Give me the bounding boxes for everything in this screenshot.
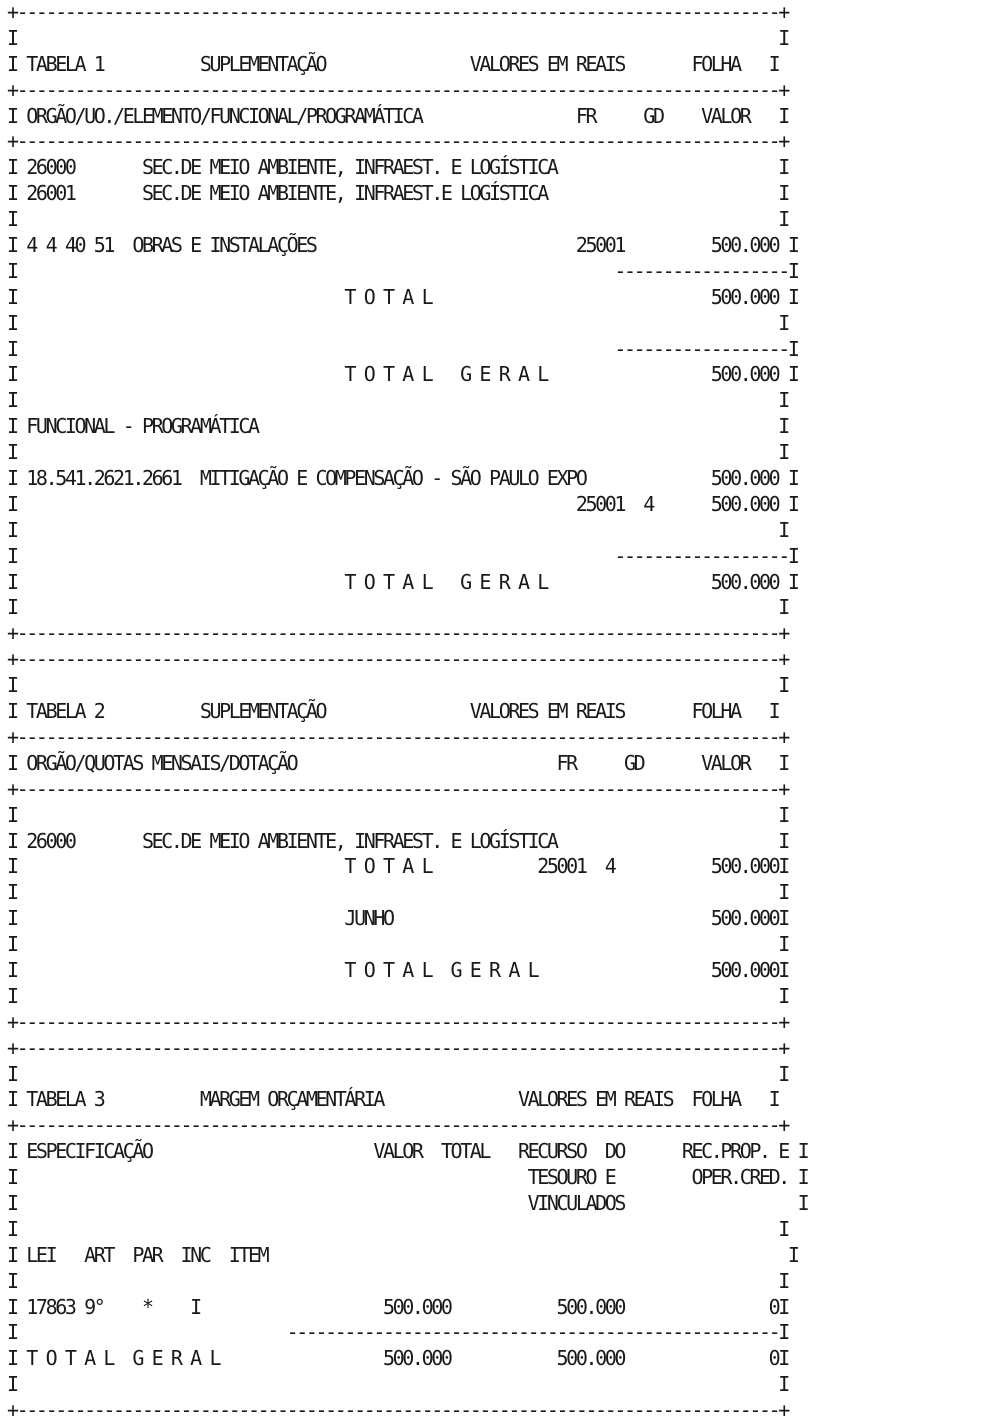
- report-line: I I: [7, 1372, 788, 1397]
- report-line: I VINCULADOS I: [7, 1190, 808, 1215]
- report-line: +-------------------------------------------------------------------------------+: [7, 1398, 788, 1423]
- report-line: I I: [7, 673, 788, 698]
- report-line: +-------------------------------------------------------------------------------+: [7, 1009, 788, 1034]
- report-line: +-------------------------------------------------------------------------------+: [7, 647, 788, 672]
- report-line: I I: [7, 802, 788, 827]
- report-line: I 25001 4 500.000 I: [7, 491, 798, 516]
- report-line: I I: [7, 1268, 788, 1293]
- report-line: +-------------------------------------------------------------------------------+: [7, 77, 788, 102]
- report-line: I T O T A L 500.000 I: [7, 284, 798, 309]
- report-line: I I: [7, 310, 788, 335]
- report-line: I ---------------------------------------------------I: [7, 1320, 788, 1345]
- report-line: I TABELA 3 MARGEM ORÇAMENTÁRIA VALORES EM REAIS FOLHA I: [7, 1087, 779, 1112]
- report-line: +-------------------------------------------------------------------------------+: [7, 1035, 788, 1060]
- report-line: +-------------------------------------------------------------------------------+: [7, 724, 788, 749]
- report-line: I 26001 SEC.DE MEIO AMBIENTE, INFRAEST.E LOGÍSTICA I: [7, 181, 788, 206]
- report-line: I ------------------I: [7, 543, 798, 568]
- report-line: I T O T A L G E R A L 500.000 I: [7, 362, 798, 387]
- report-line: I T O T A L G E R A L 500.000I: [7, 957, 788, 982]
- report-line: I TESOURO E OPER.CRED. I: [7, 1165, 808, 1190]
- report-line: I TABELA 1 SUPLEMENTAÇÃO VALORES EM REAIS FOLHA I: [7, 51, 779, 76]
- report-line: +-------------------------------------------------------------------------------+: [7, 776, 788, 801]
- report-line: I I: [7, 1216, 788, 1241]
- report-line: +-------------------------------------------------------------------------------+: [7, 0, 788, 24]
- report-line: I ESPECIFICAÇÃO VALOR TOTAL RECURSO DO REC.PROP. E I: [7, 1139, 808, 1164]
- report-line: I T O T A L G E R A L 500.000 I: [7, 569, 798, 594]
- report-line: I I: [7, 595, 788, 620]
- report-line: +-------------------------------------------------------------------------------+: [7, 1113, 788, 1138]
- report-line: I I: [7, 932, 788, 957]
- report-line: I I: [7, 983, 788, 1008]
- report-line: I I: [7, 25, 788, 50]
- report-line: I 18.541.2621.2661 MITIGAÇÃO E COMPENSAÇÃO - SÃO PAULO EXPO 500.000 I: [7, 466, 798, 491]
- report-line: I FUNCIONAL - PROGRAMÁTICA I: [7, 414, 788, 439]
- report-line: +-------------------------------------------------------------------------------+: [7, 129, 788, 154]
- report-line: I JUNHO 500.000I: [7, 906, 788, 931]
- report-line: I 26000 SEC.DE MEIO AMBIENTE, INFRAEST. E LOGÍSTICA I: [7, 155, 788, 180]
- report-line: I T O T A L 25001 4 500.000I: [7, 854, 788, 879]
- report-line: I T O T A L G E R A L 500.000 500.000 0I: [7, 1346, 788, 1371]
- report-line: I ------------------I: [7, 336, 798, 361]
- report-line: I I: [7, 880, 788, 905]
- report-line: I TABELA 2 SUPLEMENTAÇÃO VALORES EM REAIS FOLHA I: [7, 699, 779, 724]
- report-line: I 4 4 40 51 OBRAS E INSTALAÇÕES 25001 500.000 I: [7, 233, 798, 258]
- report-line: I ------------------I: [7, 258, 798, 283]
- report-line: I I: [7, 517, 788, 542]
- report-line: I 17863 9° * I 500.000 500.000 0I: [7, 1294, 788, 1319]
- report-line: I ORGÃO/QUOTAS MENSAIS/DOTAÇÃO FR GD VALOR I: [7, 750, 788, 775]
- report-line: I I: [7, 1061, 788, 1086]
- report-line: I ORGÃO/UO./ELEMENTO/FUNCIONAL/PROGRAMÁTICA FR GD VALOR I: [7, 103, 788, 128]
- report-line: I I: [7, 388, 788, 413]
- report-line: +-------------------------------------------------------------------------------+: [7, 621, 788, 646]
- report-line: I I: [7, 207, 788, 232]
- report-line: I LEI ART PAR INC ITEM I: [7, 1242, 798, 1267]
- budget-report: [7, 0, 807, 1424]
- report-line: I I: [7, 440, 788, 465]
- report-line: I 26000 SEC.DE MEIO AMBIENTE, INFRAEST. E LOGÍSTICA I: [7, 828, 788, 853]
